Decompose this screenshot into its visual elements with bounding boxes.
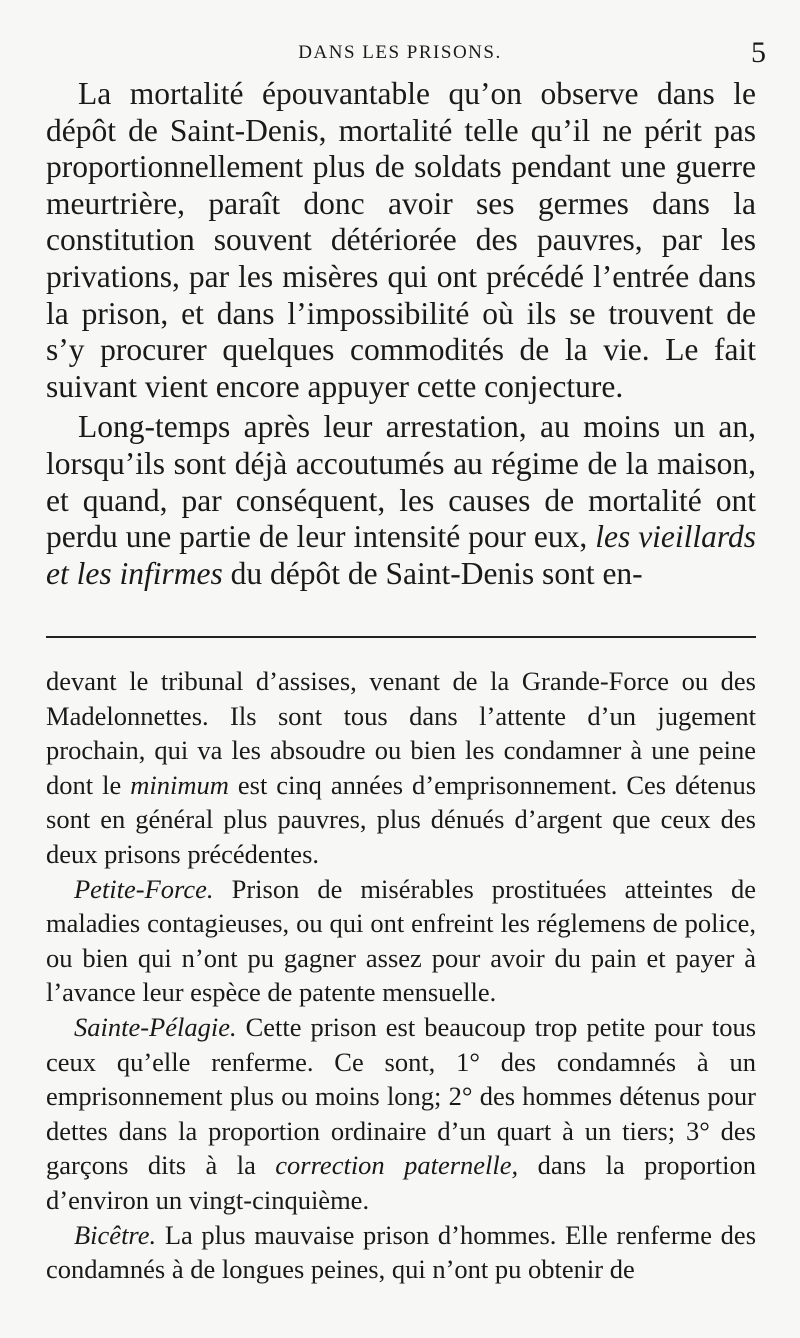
- note-p1-italic-minimum: minimum: [130, 769, 229, 800]
- page-number: 5: [751, 36, 766, 69]
- main-text: [46, 76, 756, 592]
- page-header: [0, 36, 800, 70]
- note-italic-correction-paternelle: correction paternelle,: [275, 1150, 519, 1181]
- note-label-petite-force: Petite-Force.: [74, 873, 214, 904]
- note-text-sainte-pelagie-start: Cette prison est beaucoup trop petite pour tous ceux qu’elle renferme. Ce sont, 1° des condamnés à un emprisonnement plus ou moins long; 2° des hommes détenus pour dettes dans la proportion ordinaire d’un quart à un tiers; 3° des garçons dits à la: [46, 1011, 757, 1181]
- footnote-text: [46, 664, 756, 1287]
- note-paragraph-1: [46, 664, 756, 872]
- main-p2-text-start: Long-temps après leur arrestation, au moins un an, lorsqu’ils sont déjà accoutumés au régime de la maison, et quand, par conséquent, les causes de mortalité ont perdu une partie de leur intensité pour eux,: [46, 409, 756, 555]
- note-text-bicetre: La plus mauvaise prison d’hommes. Elle renferme des condamnés à de longues peines, qui n’ont pu obtenir de: [46, 1219, 757, 1285]
- note-paragraph-sainte-pelagie: [46, 1010, 756, 1218]
- note-text-petite-force: Prison de misérables prostituées atteintes de maladies contagieuses, ou qui ont enfreint les réglemens de police, ou bien qui n’ont pu gagner assez pour avoir du pain et payer à l’avance leur espèce de patente mensuelle.: [46, 873, 756, 1008]
- main-p2-text-end: du dépôt de Saint-Denis sont en-: [230, 555, 643, 591]
- note-paragraph-bicetre: [46, 1218, 756, 1287]
- note-p1-text-end: est cinq années d’emprisonnement. Ces détenus sont en général plus pauvres, plus dénués d’argent que ceux des deux prisons précédentes.: [46, 769, 757, 869]
- main-p2-italic-vieillards: les vieillards: [595, 519, 757, 555]
- note-label-bicetre: Bicêtre.: [74, 1219, 157, 1250]
- running-title: DANS LES PRISONS.: [298, 42, 502, 63]
- note-p1-text-start: devant le tribunal d’assises, venant de la Grande-Force ou des Madelonnettes. Ils sont tous dans l’attente d’un jugement prochain, qui va les absoudre ou bien les condamner à une peine dont le: [46, 666, 756, 800]
- main-paragraph-2: [46, 409, 756, 592]
- main-p2-italic-infirmes: les infirmes: [76, 555, 223, 591]
- note-text-sainte-pelagie-end: dans la proportion d’environ un vingt-cinquième.: [46, 1150, 757, 1215]
- note-paragraph-petite-force: [46, 872, 756, 1010]
- main-paragraph-1: La mortalité épouvantable qu’on observe dans le dépôt de Saint-Denis, mortalité telle qu’il ne périt pas proportionnellement plus de soldats pendant une guerre meurtrière, paraît donc avoir ses germes dans la constitution souvent détériorée des pauvres, par les privations, par les misères qui ont précédé l’entrée dans la prison, et dans l’impossibilité où ils se trouvent de s’y procurer quelques commodités de la vie. Le fait suivant vient encore appuyer cette conjecture.: [46, 76, 756, 404]
- note-label-sainte-pelagie: Sainte-Pélagie.: [74, 1011, 237, 1042]
- footnote-separator: [46, 636, 756, 638]
- main-p2-italic-et: et: [46, 555, 69, 591]
